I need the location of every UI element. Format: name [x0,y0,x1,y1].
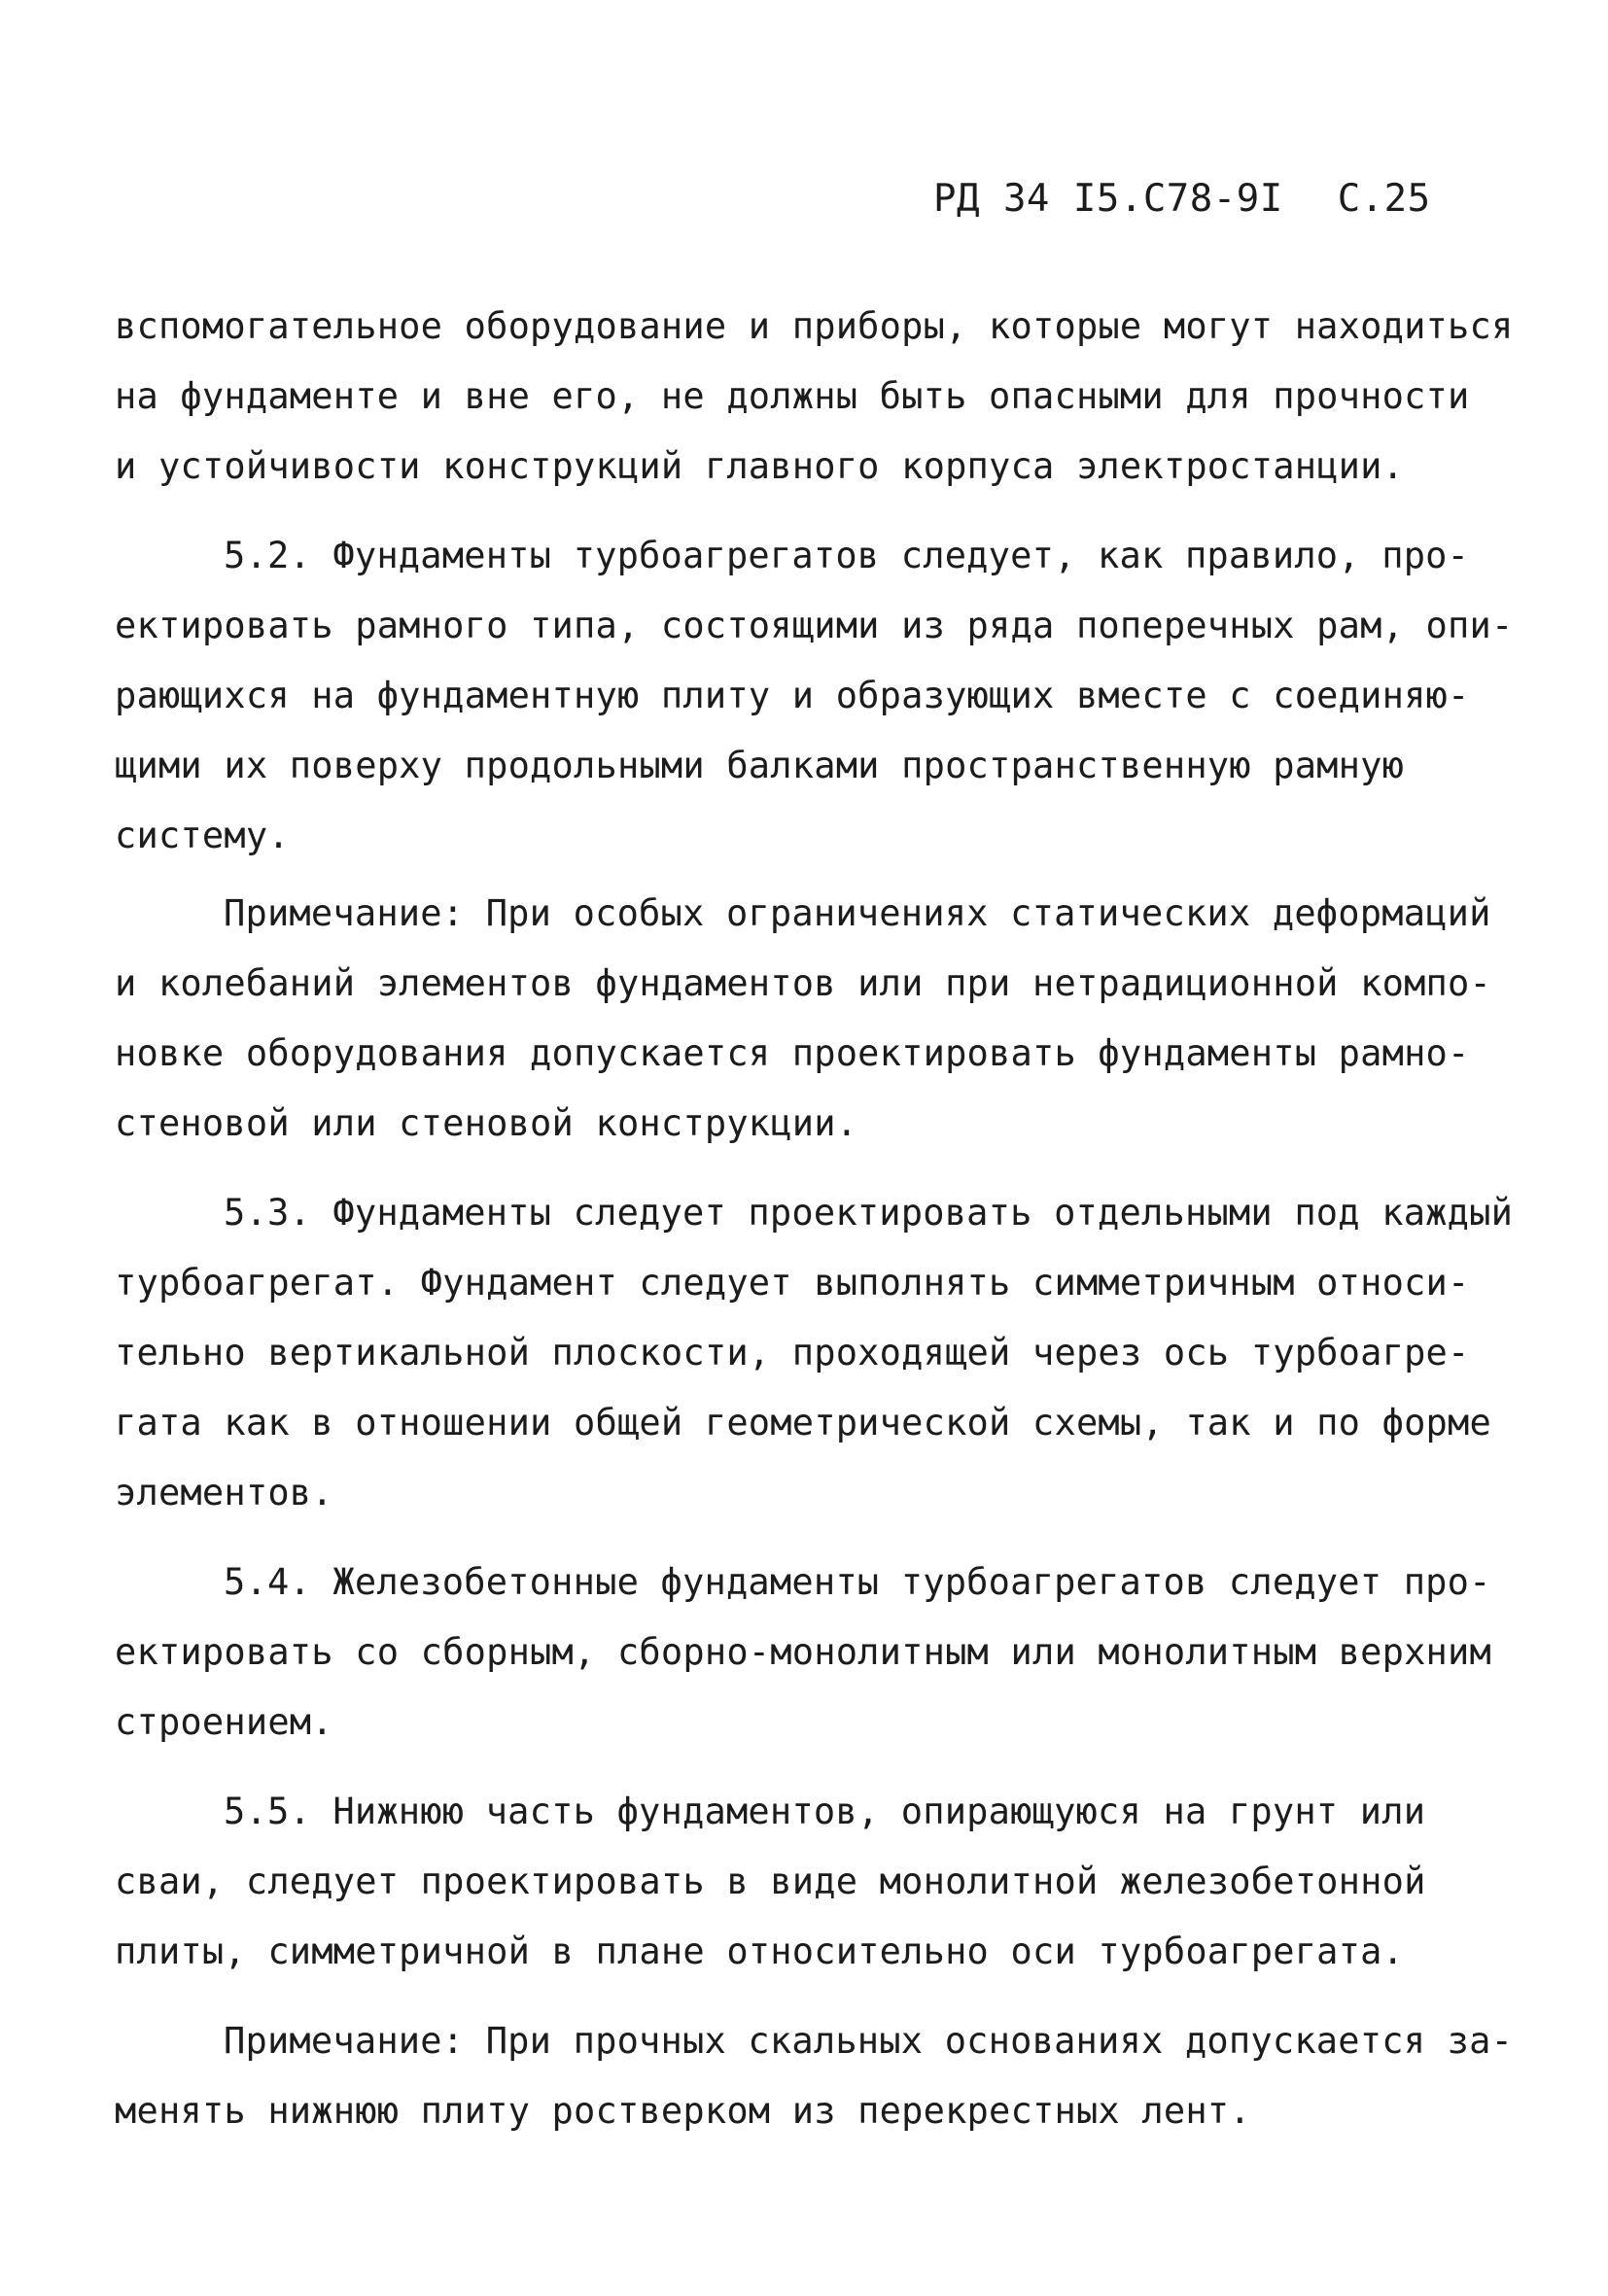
text-line: 5.3. Фундаменты следует проектировать отдельными под каждый [224,1192,1514,1234]
text-line: ектировать со сборным, сборно-монолитным или монолитным верхним [115,1631,1491,1673]
text-line: гата как в отношении общей геометрической схемы, так и по форме [115,1402,1491,1444]
text-line: щими их поверху продольными балками пространственную рамную [115,745,1405,786]
text-line: вспомогательное оборудование и приборы, которые могут находиться [115,305,1514,347]
paragraph-5-5 [115,1777,1505,1987]
text-line: плиты, симметричной в плане относительно оси турбоагрегата. [115,1931,1405,1972]
text-line: систему. [115,815,290,856]
text-line: и колебаний элементов фундаментов или при нетрадиционной компо- [115,962,1491,1004]
paragraph-5-3 [115,1178,1514,1528]
paragraph-5-4 [115,1548,1505,1757]
text-line: рающихся на фундаментную плиту и образующих вместе с соединяю- [115,675,1470,716]
text-line: Примечание: При особых ограничениях статических деформаций [224,892,1491,934]
text-line: ектировать рамного типа, состоящими из ряда поперечных рам, опи- [115,605,1514,646]
document-code: РД 34 I5.C78-9I [933,177,1283,221]
body-text [115,292,1514,2146]
note-5-2 [115,879,1505,1159]
text-line: элементов. [115,1472,333,1513]
text-line: менять нижнюю плиту ростверком из перекрестных лент. [115,2090,1251,2132]
text-line: 5.4. Железобетонные фундаменты турбоагрегатов следует про- [224,1561,1491,1603]
page-header [933,177,1458,221]
text-line: стеновой или стеновой конструкции. [115,1102,858,1144]
note-5-5 [115,2006,1514,2146]
text-line: 5.2. Фундаменты турбоагрегатов следует, как правило, про- [224,535,1470,576]
text-line: сваи, следует проектировать в виде монолитной железобетонной [115,1861,1426,1902]
text-line: турбоагрегат. Фундамент следует выполнять симметричным относи- [115,1262,1470,1304]
paragraph-continuation [115,292,1514,502]
text-line: и устойчивости конструкций главного корпуса электростанции. [115,445,1405,487]
page-number: С.25 [1337,177,1431,221]
text-line: строением. [115,1701,333,1743]
text-line: тельно вертикальной плоскости, проходящей через ось турбоагре- [115,1332,1470,1374]
text-line: Примечание: При прочных скальных основаниях допускается за- [224,2020,1514,2062]
paragraph-5-2 [115,521,1514,871]
text-line: новке оборудования допускается проектировать фундаменты рамно- [115,1032,1470,1074]
text-line: на фундаменте и вне его, не должны быть опасными для прочности [115,375,1470,417]
text-line: 5.5. Нижнюю часть фундаментов, опирающуюся на грунт или [224,1791,1426,1832]
